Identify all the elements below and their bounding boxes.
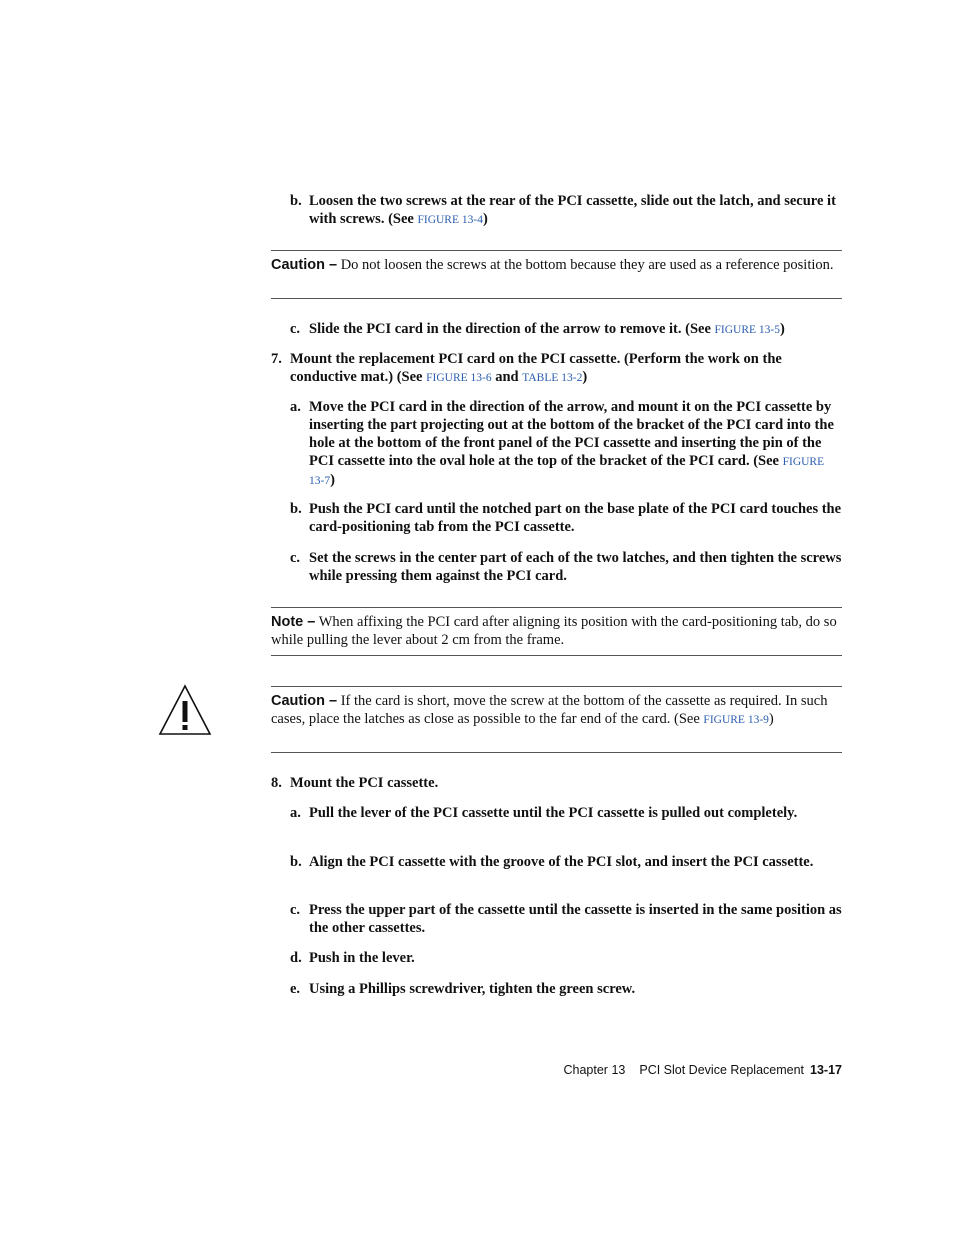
divider — [271, 250, 842, 251]
divider — [271, 686, 842, 687]
step-label: a. — [290, 805, 301, 821]
footer-title: PCI Slot Device Replacement — [639, 1063, 805, 1077]
step-label: a. — [290, 399, 301, 415]
step-text: Pull the lever of the PCI cassette until the PCI cassette is pulled out completely. — [309, 805, 798, 821]
step-text: Align the PCI cassette with the groove of the PCI slot, and insert the PCI cassette. — [309, 854, 814, 870]
warning-triangle-icon — [158, 684, 212, 736]
footer-chapter: Chapter 13 — [563, 1063, 626, 1077]
step-label: 8. — [271, 775, 282, 791]
step-text: Slide the PCI card in the direction of the arrow to remove it. (See FIGURE 13-5) — [309, 321, 785, 337]
figure-link[interactable]: FIGURE 13-7 — [309, 456, 825, 487]
divider — [271, 655, 842, 656]
step-label: c. — [290, 321, 301, 337]
step-text: Using a Phillips screwdriver, tighten the green screw. — [309, 981, 636, 997]
step-label: b. — [290, 501, 302, 517]
table-link[interactable]: TABLE 13-2 — [522, 372, 583, 384]
divider — [271, 607, 842, 608]
step-label: b. — [290, 193, 302, 209]
page-footer — [564, 1063, 843, 1077]
caution-callout: Caution – Do not loosen the screws at the bottom because they are used as a reference position. — [271, 257, 834, 273]
divider — [271, 752, 842, 753]
step-label: d. — [290, 950, 302, 966]
step-label: c. — [290, 902, 301, 918]
step-text: Move the PCI card in the direction of the arrow, and mount it on the PCI cassette by inserting the part projecting out at the bottom of the bracket of the PCI card into the hole at the bottom of the front panel of the PCI cassette and inserting the pin of the PCI cassette into the oval hole at the top of the bracket of the PCI card. (See FIGURE 13-7) — [309, 399, 834, 488]
figure-link[interactable]: FIGURE 13-5 — [714, 324, 781, 336]
step-label: c. — [290, 550, 301, 566]
note-label: Note – — [271, 614, 316, 630]
caution-label: Caution – — [271, 257, 338, 273]
step-label: e. — [290, 981, 301, 997]
step-text: Mount the PCI cassette. — [290, 775, 439, 791]
step-text: Press the upper part of the cassette until the cassette is inserted in the same position as the other cassettes. — [309, 902, 842, 936]
page-number: 13-17 — [810, 1063, 842, 1077]
figure-link[interactable]: FIGURE 13-9 — [703, 714, 769, 726]
note-callout: Note – When affixing the PCI card after aligning its position with the card-positioning tab, do so while pulling the lever about 2 cm from the frame. — [271, 614, 837, 648]
step-text: Push in the lever. — [309, 950, 415, 966]
figure-link[interactable]: FIGURE 13-4 — [417, 214, 483, 226]
step-text: Push the PCI card until the notched part on the base plate of the PCI card touches the card-positioning tab from the PCI cassette. — [309, 501, 842, 535]
step-label: b. — [290, 854, 302, 870]
step-text: Loosen the two screws at the rear of the PCI cassette, slide out the latch, and secure it with screws. (See FIGURE 13-4) — [309, 193, 836, 227]
figure-link[interactable]: FIGURE 13-6 — [426, 372, 492, 384]
divider — [271, 298, 842, 299]
caution-label: Caution – — [271, 693, 338, 709]
step-label: 7. — [271, 351, 282, 367]
step-text: Mount the replacement PCI card on the PCI cassette. (Perform the work on the conductive mat.) (See FIGURE 13-6 and TABLE 13-2) — [290, 351, 782, 385]
caution-callout: Caution – If the card is short, move the screw at the bottom of the cassette as required. In such cases, place the latches as close as possible to the far end of the card. (See FIGURE 13-9) — [271, 693, 828, 727]
step-text: Set the screws in the center part of each of the two latches, and then tighten the screws while pressing them against the PCI card. — [309, 550, 842, 584]
